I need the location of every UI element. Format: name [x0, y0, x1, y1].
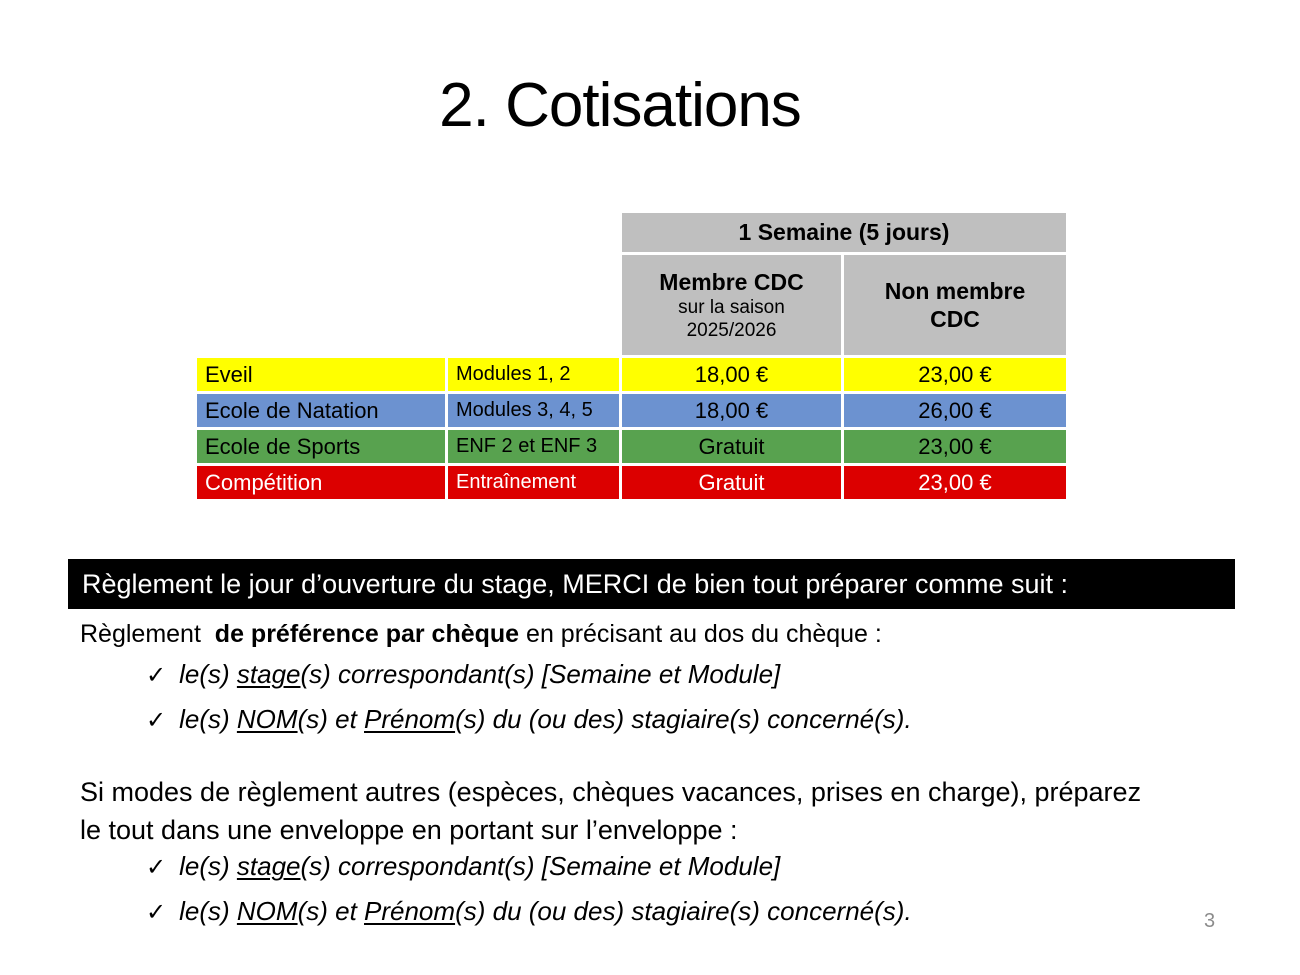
bullet-text: le(s) stage(s) correspondant(s) [Semaine et Module] — [179, 851, 781, 881]
payment-banner-text: Règlement le jour d’ouverture du stage, MERCI de bien tout préparer comme suit : — [82, 568, 1068, 599]
non-member-header-title-1: Non membre — [884, 277, 1026, 304]
checkmark-icon: ✓ — [146, 707, 167, 734]
bullet-item — [146, 703, 912, 737]
non-member-price-cell: 26,00 € — [844, 394, 1066, 427]
bullet-text: le(s) NOM(s) et Prénom(s) du (ou des) stagiaire(s) concerné(s). — [179, 896, 912, 926]
non-member-header-title-2: CDC — [930, 306, 980, 332]
member-price-cell: Gratuit — [622, 466, 841, 499]
cheque-intro-start: Règlement — [80, 620, 215, 648]
row-label-cell: Eveil — [197, 358, 445, 391]
member-column-header — [622, 255, 841, 355]
row-label-cell: Ecole de Natation — [197, 394, 445, 427]
checkmark-icon: ✓ — [146, 662, 167, 689]
member-header-title: Membre CDC — [659, 268, 804, 295]
row-detail-cell: ENF 2 et ENF 3 — [448, 430, 619, 463]
bullet-item — [146, 850, 912, 884]
bullet-text: le(s) NOM(s) et Prénom(s) du (ou des) stagiaire(s) concerné(s). — [179, 704, 912, 734]
table-span-header: 1 Semaine (5 jours) — [622, 213, 1066, 252]
payment-banner — [68, 559, 1235, 609]
bullet-text: le(s) stage(s) correspondant(s) [Semaine et Module] — [179, 659, 781, 689]
envelope-line-2: le tout dans une enveloppe en portant sur l’enveloppe : — [80, 815, 738, 845]
row-detail-cell: Entraînement — [448, 466, 619, 499]
envelope-bullet-list — [146, 850, 912, 940]
row-label-cell: Compétition — [197, 466, 445, 499]
envelope-paragraph — [80, 773, 1240, 849]
checkmark-icon: ✓ — [146, 899, 167, 926]
non-member-price-cell: 23,00 € — [844, 466, 1066, 499]
cheque-intro-bold: de préférence par chèque — [214, 620, 520, 648]
pricing-table — [197, 213, 1066, 499]
member-header-subtitle-2: 2025/2026 — [686, 320, 777, 342]
page-title: 2. Cotisations — [439, 71, 801, 140]
member-header-subtitle-1: sur la saison — [678, 296, 785, 318]
non-member-price-cell: 23,00 € — [844, 358, 1066, 391]
member-price-cell: Gratuit — [622, 430, 841, 463]
non-member-column-header — [844, 255, 1066, 355]
non-member-price-cell: 23,00 € — [844, 430, 1066, 463]
member-price-cell: 18,00 € — [622, 394, 841, 427]
row-detail-cell: Modules 1, 2 — [448, 358, 619, 391]
cheque-intro — [80, 620, 882, 649]
bullet-item — [146, 895, 912, 929]
page-number: 3 — [1204, 910, 1216, 932]
cheque-intro-end: en précisant au dos du chèque : — [519, 620, 882, 648]
table-empty-corner — [197, 213, 619, 355]
checkmark-icon: ✓ — [146, 854, 167, 881]
member-price-cell: 18,00 € — [622, 358, 841, 391]
envelope-line-1: Si modes de règlement autres (espèces, chèques vacances, prises en charge), préparez — [80, 777, 1142, 807]
bullet-item — [146, 658, 912, 692]
cheque-bullet-list — [146, 658, 912, 748]
row-label-cell: Ecole de Sports — [197, 430, 445, 463]
row-detail-cell: Modules 3, 4, 5 — [448, 394, 619, 427]
